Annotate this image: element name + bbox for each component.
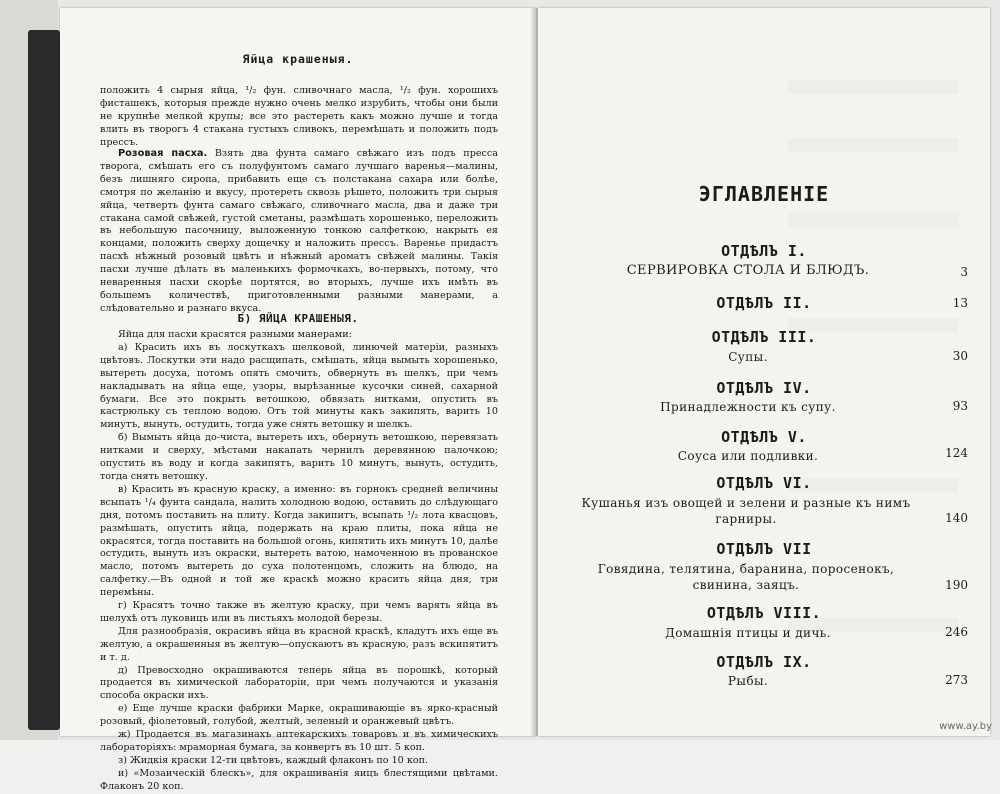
toc-entry-title: Соуса или подливки.	[677, 449, 819, 463]
book-cover-edge	[28, 30, 60, 730]
running-title: Яйца крашеныя.	[242, 52, 354, 66]
list-item: е) Еще лучше краски фабрики Марке, окрашивающіе въ ярко-красный розовый, фіолетовый, голубой, желтый, зеленый и оранжевый цвѣтъ.	[100, 703, 498, 728]
toc-entry-title: Супы.	[728, 350, 768, 364]
toc-part-heading: ОТДѢЛЪ VII	[716, 540, 812, 558]
toc-entry-title: Домашнія птицы и дичь.	[665, 626, 831, 640]
toc-page-number: 124	[945, 446, 968, 460]
show-through	[788, 80, 958, 94]
toc-part-heading: ОТДѢЛЪ III.	[711, 328, 817, 346]
list-item: д) Превосходно окрашиваются теперь яйца въ порошкѣ, который продается въ химической лабораторіи, при чемъ получаются и указанія способа окраски ихъ.	[100, 664, 498, 702]
toc-part-heading: ОТДѢЛЪ IV.	[716, 379, 812, 397]
toc-part-heading: ОТДѢЛЪ II.	[716, 294, 812, 312]
list-item: Для разнообразія, окрасивъ яйца въ красной краскѣ, кладутъ ихъ еще въ желтую, а окрашенныя въ желтую—опускаютъ въ красную, разъ вскипятитъ и т. д.	[100, 625, 498, 663]
toc-part-heading: ОТДѢЛЪ I.	[721, 242, 807, 260]
intro-paragraph	[100, 85, 498, 150]
rose-paskha-body: Взять два фунта самаго свѣжаго изъ подъ пресса творога, смѣшать его съ полуфунтомъ самаго лучшаго варенья—малины, безъ лишняго сиропа, прибавить еще съ полстакана сахара или болѣе, смотря по желанію и вкусу, протереть сквозь рѣшето, положить три сырыя яйца, четверть фунта самаго свѣжаго, сливочнаго масла, два и даже три стакана самой свѣжей, густой сметаны, размѣшать хорошенько, переложить въ небольшую пасочницу, выложенную тонкою салфеткою, накрыть ея концами, положить сверху дощечку и наложить прессъ. Варенье придастъ пасхѣ нѣжный розовый цвѣтъ и нѣжный ароматъ свѣжей малины. Такія пасхи лучше дѣлать въ маленькихъ формочкахъ, во-первыхъ, потому, что неваренныя пасхи скорѣе портятся, во вторыхъ, лучше ихъ имѣть въ большемъ количествѣ, приготовленными разными манерами, а слѣдовательно и разнаго вкуса.	[100, 148, 498, 314]
toc-page-number: 3	[960, 265, 968, 279]
toc-entry-title: Кушанья изъ овощей и зелени и разные къ нимъ гарниры.	[581, 496, 911, 526]
list-item: в) Красить въ красную краску, а именно: въ горнокъ средней величины всыпать ¹/₄ фунта сандала, налить холодною водою, оставить до слѣдующаго дня, потомъ поставить на плиту. Когда закипитъ, всыпать ¹/₂ лота квасцовъ, размѣшать, опустить яйца, подержать на краю плиты, пока яйца не окрасятся, тогда поставить на большой огонь, кипятить ихъ минутъ 10, далѣе остудить, вынуть изъ окраски, вытереть ватою, намоченною въ прованское масло, потомъ вытереть до суха полотенцомъ, сложить на блюдо, на салфетку.—Въ одной и той же краскѣ можно красить яйца дня, три перемѣны.	[100, 483, 499, 599]
show-through	[788, 138, 958, 152]
toc-entry-title: Говядина, телятина, баранина, поросенокъ, свинина, заяцъ.	[597, 562, 895, 592]
toc-part-heading: ОТДѢЛЪ VIII.	[706, 604, 822, 622]
toc-entry-title: СЕРВИРОВКА СТОЛА И БЛЮДЪ.	[626, 263, 870, 278]
rose-paskha-heading: Розовая пасха.	[118, 148, 208, 159]
list-item: з) Жидкія краски 12-ти цвѣтовъ, каждый флаконъ по 10 коп.	[118, 754, 429, 766]
toc-part-heading: ОТДѢЛЪ VI.	[716, 474, 812, 492]
list-item: и) «Мозаическій блескъ», для окрашиванія яицъ блестящими цвѣтами. Флаконъ 20 коп.	[100, 767, 498, 792]
toc-page-number: 246	[945, 625, 968, 639]
toc-page-number: 190	[945, 578, 968, 592]
left-page	[60, 8, 536, 792]
list-item: г) Красятъ точно также въ желтую краску, при чемъ варять яйца въ шелухѣ отъ луковицъ или въ листьяхъ молодой березы.	[100, 600, 498, 624]
show-through	[788, 213, 958, 227]
rose-paskha-paragraph	[100, 148, 498, 316]
toc-page-number: 30	[952, 349, 968, 363]
list-item: а) Красить ихъ въ лоскуткахъ шелковой, линючей матеріи, разныхъ цвѣтовъ. Лоскутки эти надо расщипать, смѣшать, яйца вымыть хорошенько, вытереть досуха, потомъ опять смочить, обвернуть въ шелкъ, при чемъ накладывать на яйца еще, узоры, вырѣзанные кусочки синей, сахарной бумаги. Все это покрыть ветошкою, обвязать нитками, опустить въ кастрюльку съ теплою водою. Отъ той минуты какъ закипять, варить 10 минутъ, вынуть, остудить, тогда уже снять ветошку и шелкъ.	[100, 341, 498, 431]
toc-entry-title: Рыбы.	[727, 674, 769, 688]
toc-part-heading: ОТДѢЛЪ V.	[721, 428, 807, 446]
right-page	[538, 8, 990, 736]
intro-text: положить 4 сырыя яйца, ¹/₂ фун. сливочнаго масла, ¹/₂ фун. хорошихъ фисташекъ, которыя прежде нужно очень мелко изрубить, чтобы они были не крупнѣе мелкой крупы; все это растереть какъ можно лучше и тогда влить въ творогъ 4 стакана густыхъ сливокъ, перемѣшать и положить подъ прессъ.	[100, 85, 498, 148]
toc-title: ЭГЛАВЛЕНІЕ	[698, 182, 830, 206]
site-watermark: www.ay.by	[939, 721, 992, 732]
dyed-eggs-list	[100, 329, 498, 794]
toc-page-number: 93	[952, 399, 968, 413]
section-heading: Б) ЯЙЦА КРАШЕНЫЯ.	[237, 312, 359, 325]
toc-page-number: 13	[952, 296, 968, 310]
list-intro: Яйца для пасхи красятся разными манерами:	[118, 329, 352, 340]
toc-entry-title: Принадлежности къ супу.	[660, 400, 836, 414]
list-item: б) Вымыть яйца до-чиста, вытереть ихъ, обернуть ветошкою, перевязать нитками и сверху, мѣстами накапать чернилъ деревянною палочкою; опустить въ воду и когда закипятъ, варить 10 минутъ, вынуть, остудить, тогда снять ветошку.	[100, 432, 498, 482]
rose-paskha-text	[100, 148, 498, 316]
toc-page-number: 273	[945, 673, 968, 687]
toc-page-number: 140	[945, 511, 968, 525]
toc-part-heading: ОТДѢЛЪ IX.	[716, 653, 812, 671]
list-item: ж) Продается въ магазинахъ аптекарскихъ товаровъ и въ химическихъ лабораторіяхъ: мраморная бумага, за конвертъ въ 10 шт. 5 коп.	[100, 729, 498, 753]
